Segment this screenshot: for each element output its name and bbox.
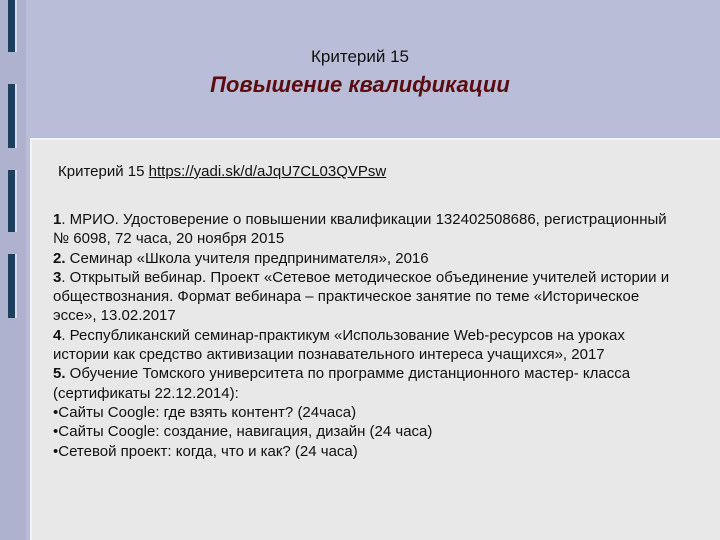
bullet-item: •Сайты Coogle: создание, навигация, дизайн (24 часа) [53, 423, 433, 441]
criterion-label: Критерий 15 [58, 163, 145, 180]
item-number: 4 [53, 326, 62, 344]
item-text: Обучение Томского университета по программе дистанционного мастер- класса (сертификаты 22.12.2014): [53, 365, 631, 402]
item-number: 1 [53, 211, 62, 228]
list-item [53, 364, 683, 403]
decor-tab [8, 170, 17, 232]
bullet-item: •Сайты Coogle: где взять контент? (24часа) [53, 403, 357, 421]
decor-tab [8, 254, 17, 318]
criterion-link[interactable]: https://yadi.sk/d/aJqU7CL03QVPsw [148, 163, 387, 180]
item-number: 3 [53, 268, 62, 286]
slide-subtitle: Критерий 15 [311, 47, 409, 66]
item-number: 2. [53, 249, 66, 267]
list-item [53, 249, 683, 268]
item-text: . Открытый вебинар. Проект «Сетевое методическое объединение учителей истории и обществознания. Формат вебинара – практическое занятие по теме «Историческое эссе», 13.02.2017 [53, 268, 670, 325]
bullet-item: •Сетевой проект: когда, что и как? (24 часа) [53, 442, 358, 460]
list-item [53, 326, 683, 365]
item-text: Семинар «Школа учителя предпринимателя», 2016 [65, 249, 429, 267]
decor-tab [8, 0, 17, 52]
list-item [53, 268, 683, 326]
item-text: . МРИО. Удостоверение о повышении квалификации 132402508686, регистрационный № 6098, 72 часа, 20 ноября 2015 [53, 211, 667, 248]
item-text: . Республиканский семинар-практикум «Использование Web-ресурсов на уроках истории как средство активизации познавательного интереса учащихся», 2017 [53, 326, 625, 364]
qualification-list [53, 210, 683, 461]
slide-title: Повышение квалификации [210, 72, 510, 97]
item-number: 5. [53, 365, 66, 383]
list-item [53, 210, 683, 249]
criterion-link-line [58, 163, 386, 180]
